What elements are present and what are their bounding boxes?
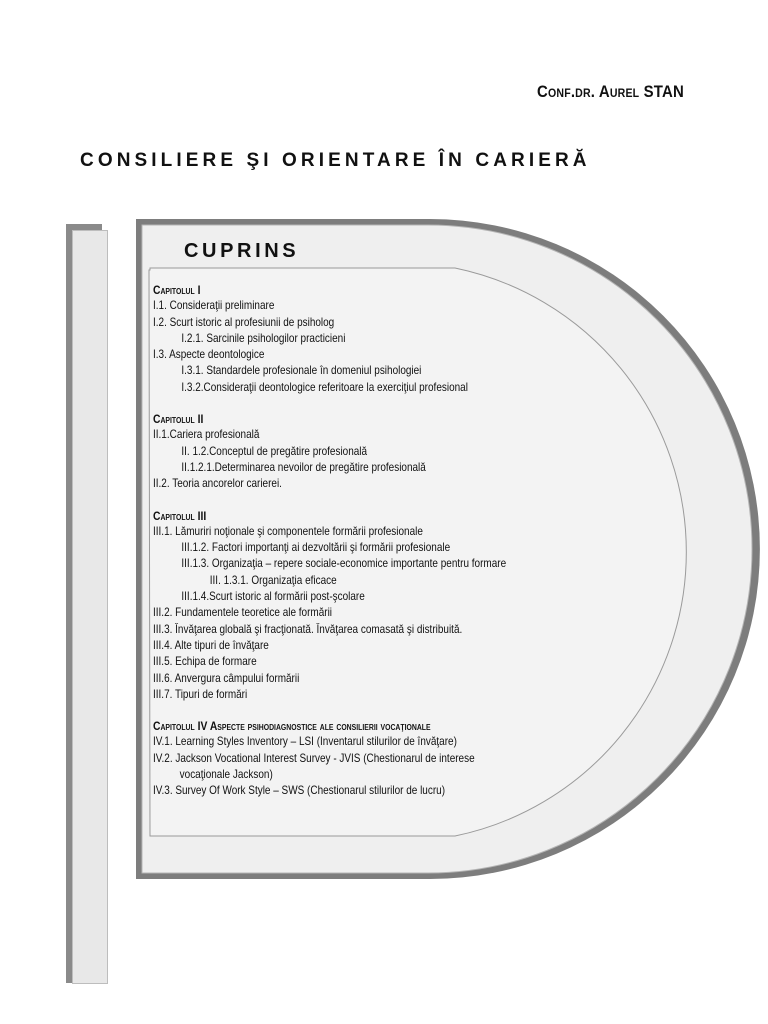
toc-entry: I.3.1. Standardele profesionale în domeniul psihologiei <box>181 364 422 378</box>
chapter-1-title: Capitolul I <box>153 283 201 297</box>
toc-entry: IV.2. Jackson Vocational Interest Survey - JVIS (Chestionarul de interese <box>153 751 475 765</box>
toc-entry: III.6. Anvergura câmpului formării <box>153 671 300 685</box>
toc-entry: III.1.2. Factori importanţi ai dezvoltării şi formării profesionale <box>181 541 451 555</box>
toc-entry: IV.3. Survey Of Work Style – SWS (Chestionarul stilurilor de lucru) <box>153 784 446 798</box>
document-title: CONSILIERE ŞI ORIENTARE ÎN CARIERĂ <box>80 150 591 171</box>
toc-entry: III.1. Lămuriri noţionale şi componentele formării profesionale <box>153 524 423 538</box>
toc-entry: III.1.4.Scurt istoric al formării post-şcolare <box>181 590 365 604</box>
toc-entry: II. 1.2.Conceptul de pregătire profesională <box>181 444 368 458</box>
chapter-3-title: Capitolul III <box>153 508 207 523</box>
toc-entry: I.2. Scurt istoric al profesiunii de psiholog <box>153 315 335 329</box>
chapter-4-title: Capitolul IV Aspecte psihodiagnostice ale consilierii vocaţionale <box>153 719 431 734</box>
toc-entry: III.4. Alte tipuri de învăţare <box>153 638 269 652</box>
table-of-contents <box>153 282 713 800</box>
toc-entry: III.2. Fundamentele teoretice ale formării <box>153 606 333 620</box>
toc-entry: III.7. Tipuri de formări <box>153 687 248 701</box>
toc-heading: CUPRINS <box>184 240 300 262</box>
author-name: Conf.dr. Aurel STAN <box>537 82 684 101</box>
toc-entry-continuation: vocaţionale Jackson) <box>179 768 273 782</box>
toc-entry: III. 1.3.1. Organizaţia eficace <box>209 573 337 587</box>
toc-entry: I.2.1. Sarcinile psihologilor practicieni <box>181 331 346 345</box>
toc-entry: III.3. Învăţarea globală şi fracţionată. Învăţarea comasată şi distribuită. <box>153 622 463 636</box>
toc-entry: IV.1. Learning Styles Inventory – LSI (Inventarul stilurilor de învăţare) <box>153 735 457 749</box>
toc-entry: II.1.2.1.Determinarea nevoilor de pregătire profesională <box>181 460 426 474</box>
toc-entry: II.2. Teoria ancorelor carierei. <box>153 477 282 491</box>
toc-entry: III.1.3. Organizaţia – repere sociale-economice importante pentru formare <box>181 557 507 571</box>
chapter-2-title: Capitolul II <box>153 412 204 427</box>
toc-entry: I.1. Consideraţii preliminare <box>153 299 275 313</box>
toc-entry: II.1.Cariera profesională <box>153 428 260 442</box>
toc-entry: III.5. Echipa de formare <box>153 655 257 669</box>
toc-entry: I.3. Aspecte deontologice <box>153 348 265 362</box>
toc-entry: I.3.2.Consideraţii deontologice referitoare la exerciţiul profesional <box>181 380 468 394</box>
